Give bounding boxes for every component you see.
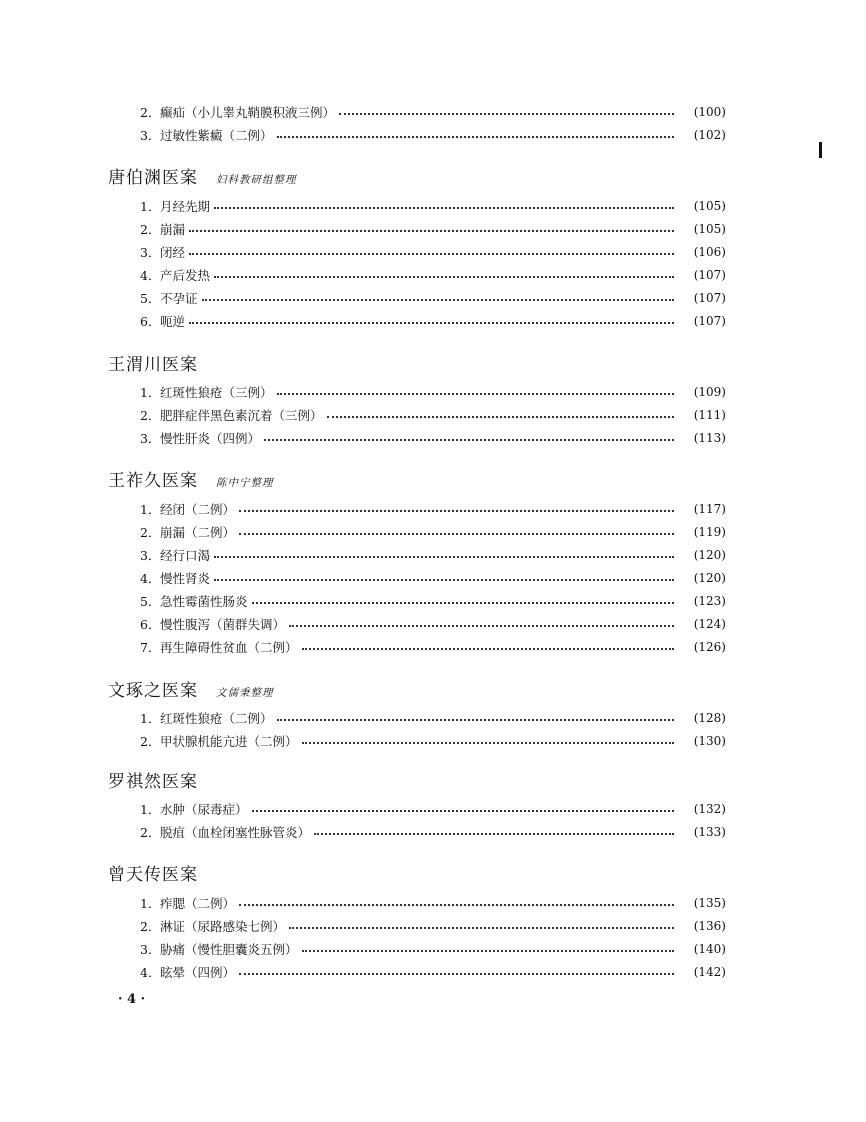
dot-leader bbox=[214, 276, 674, 278]
dot-leader bbox=[202, 299, 674, 301]
heading-editor: 文儒秉整理 bbox=[216, 687, 274, 699]
entry-title: 再生障碍性贫血（二例） bbox=[160, 640, 298, 655]
toc-entry bbox=[140, 799, 726, 819]
toc-entry bbox=[140, 731, 726, 751]
toc-entry bbox=[140, 591, 726, 611]
entry-title: 过敏性紫癜（二例） bbox=[160, 128, 273, 143]
entry-title: 红斑性狼疮（二例） bbox=[160, 711, 273, 726]
entry-number: 3． bbox=[140, 548, 161, 563]
entry-number: 3． bbox=[140, 128, 161, 143]
entry-page: (111) bbox=[693, 408, 726, 422]
heading-title: 文琢之医案 bbox=[108, 681, 198, 701]
entry-page: (100) bbox=[693, 105, 726, 119]
entry-title: 月经先期 bbox=[160, 199, 211, 214]
heading-title: 王渭川医案 bbox=[108, 355, 198, 375]
toc-entry bbox=[140, 288, 726, 308]
entry-page: (113) bbox=[693, 431, 726, 445]
entry-title: 淋证（尿路感染七例） bbox=[160, 919, 286, 934]
dot-leader bbox=[239, 510, 674, 512]
entry-number: 1． bbox=[140, 896, 161, 911]
heading-editor: 陈中宁整理 bbox=[216, 477, 274, 489]
toc-entry bbox=[140, 265, 726, 285]
entry-title: 经行口渴 bbox=[160, 548, 211, 563]
dot-leader bbox=[214, 207, 674, 209]
entry-number: 2． bbox=[140, 825, 161, 840]
heading-editor: 妇科教研组整理 bbox=[216, 174, 297, 186]
entry-page: (130) bbox=[693, 734, 726, 748]
entry-number: 3． bbox=[140, 245, 161, 260]
toc-entry bbox=[140, 893, 726, 913]
entry-title: 甲状腺机能亢进（二例） bbox=[160, 734, 298, 749]
entry-page: (119) bbox=[693, 525, 726, 539]
entry-title: 慢性腹泻（菌群失调） bbox=[160, 617, 286, 632]
dot-leader bbox=[214, 579, 674, 581]
section-heading bbox=[108, 163, 297, 187]
toc-entry bbox=[140, 405, 726, 425]
entry-page: (120) bbox=[693, 571, 726, 585]
entry-page: (133) bbox=[693, 825, 726, 839]
toc-entry bbox=[140, 822, 726, 842]
toc-entry bbox=[140, 568, 726, 588]
dot-leader bbox=[339, 113, 674, 115]
page-number: · 4 · bbox=[118, 992, 146, 1007]
dot-leader bbox=[214, 556, 674, 558]
entry-title: 慢性肝炎（四例） bbox=[160, 431, 261, 446]
heading-title: 罗祺然医案 bbox=[108, 772, 198, 792]
toc-entry bbox=[140, 545, 726, 565]
dot-leader bbox=[327, 416, 674, 418]
entry-title: 胁痛（慢性胆囊炎五例） bbox=[160, 942, 298, 957]
entry-page: (120) bbox=[693, 548, 726, 562]
entry-title: 产后发热 bbox=[160, 268, 211, 283]
toc-entry bbox=[140, 499, 726, 519]
entry-number: 2． bbox=[140, 222, 161, 237]
entry-title: 呃逆 bbox=[160, 314, 186, 329]
entry-number: 4． bbox=[140, 965, 161, 980]
dot-leader bbox=[239, 904, 674, 906]
entry-page: (126) bbox=[693, 640, 726, 654]
entry-number: 2． bbox=[140, 734, 161, 749]
dot-leader bbox=[277, 393, 674, 395]
dot-leader bbox=[277, 719, 674, 721]
section-heading bbox=[108, 350, 198, 374]
entry-page: (107) bbox=[693, 314, 726, 328]
toc-entry bbox=[140, 242, 726, 262]
toc-entry bbox=[140, 125, 726, 145]
dot-leader bbox=[302, 648, 674, 650]
entry-number: 4． bbox=[140, 571, 161, 586]
entry-title: 癫疝（小儿睾丸鞘膜积液三例） bbox=[160, 105, 336, 120]
dot-leader bbox=[264, 439, 674, 441]
entry-page: (105) bbox=[693, 199, 726, 213]
dot-leader bbox=[252, 602, 674, 604]
entry-number: 5． bbox=[140, 291, 161, 306]
section-heading bbox=[108, 860, 198, 884]
entry-page: (107) bbox=[693, 268, 726, 282]
entry-title: 经闭（二例） bbox=[160, 502, 236, 517]
toc-entry bbox=[140, 939, 726, 959]
dot-leader bbox=[189, 322, 674, 324]
entry-page: (140) bbox=[693, 942, 726, 956]
entry-title: 肥胖症伴黑色素沉着（三例） bbox=[160, 408, 323, 423]
toc-entry bbox=[140, 102, 726, 122]
entry-number: 2． bbox=[140, 105, 161, 120]
entry-number: 3． bbox=[140, 431, 161, 446]
entry-page: (136) bbox=[693, 919, 726, 933]
toc-entry bbox=[140, 196, 726, 216]
entry-title: 不孕证 bbox=[160, 291, 198, 306]
entry-page: (128) bbox=[693, 711, 726, 725]
toc-entry bbox=[140, 637, 726, 657]
toc-entry bbox=[140, 522, 726, 542]
entry-number: 5． bbox=[140, 594, 161, 609]
dot-leader bbox=[189, 253, 674, 255]
entry-title: 痄腮（二例） bbox=[160, 896, 236, 911]
toc-entry bbox=[140, 614, 726, 634]
dot-leader bbox=[252, 810, 674, 812]
dot-leader bbox=[289, 625, 674, 627]
scan-mark bbox=[819, 142, 822, 158]
toc-entry bbox=[140, 962, 726, 982]
section-heading bbox=[108, 466, 274, 490]
entry-number: 2． bbox=[140, 525, 161, 540]
entry-page: (117) bbox=[693, 502, 726, 516]
heading-title: 王祚久医案 bbox=[108, 471, 198, 491]
toc-entry bbox=[140, 219, 726, 239]
dot-leader bbox=[302, 950, 674, 952]
entry-number: 3． bbox=[140, 942, 161, 957]
dot-leader bbox=[239, 533, 674, 535]
toc-entry bbox=[140, 916, 726, 936]
entry-title: 崩漏 bbox=[160, 222, 186, 237]
dot-leader bbox=[277, 136, 674, 138]
entry-page: (107) bbox=[693, 291, 726, 305]
entry-title: 急性霉菌性肠炎 bbox=[160, 594, 248, 609]
entry-page: (135) bbox=[693, 896, 726, 910]
entry-number: 2． bbox=[140, 408, 161, 423]
entry-page: (132) bbox=[693, 802, 726, 816]
entry-number: 1． bbox=[140, 711, 161, 726]
entry-number: 1． bbox=[140, 385, 161, 400]
entry-page: (123) bbox=[693, 594, 726, 608]
entry-page: (105) bbox=[693, 222, 726, 236]
toc-entry bbox=[140, 311, 726, 331]
entry-number: 1． bbox=[140, 802, 161, 817]
entry-number: 6． bbox=[140, 314, 161, 329]
heading-title: 唐伯渊医案 bbox=[108, 168, 198, 188]
dot-leader bbox=[314, 833, 674, 835]
section-heading bbox=[108, 676, 274, 700]
dot-leader bbox=[189, 230, 674, 232]
entry-title: 崩漏（二例） bbox=[160, 525, 236, 540]
entry-number: 1． bbox=[140, 199, 161, 214]
entry-title: 水肿（尿毒症） bbox=[160, 802, 248, 817]
entry-number: 4． bbox=[140, 268, 161, 283]
entry-number: 2． bbox=[140, 919, 161, 934]
entry-title: 慢性肾炎 bbox=[160, 571, 211, 586]
entry-page: (142) bbox=[693, 965, 726, 979]
entry-title: 红斑性狼疮（三例） bbox=[160, 385, 273, 400]
dot-leader bbox=[302, 742, 674, 744]
toc-entry bbox=[140, 428, 726, 448]
entry-title: 脱疽（血栓闭塞性脉管炎） bbox=[160, 825, 311, 840]
entry-page: (102) bbox=[693, 128, 726, 142]
heading-title: 曾天传医案 bbox=[108, 865, 198, 885]
entry-title: 闭经 bbox=[160, 245, 186, 260]
section-heading bbox=[108, 767, 198, 791]
toc-entry bbox=[140, 708, 726, 728]
entry-number: 6． bbox=[140, 617, 161, 632]
dot-leader bbox=[239, 973, 674, 975]
entry-number: 7． bbox=[140, 640, 161, 655]
entry-page: (124) bbox=[693, 617, 726, 631]
entry-page: (106) bbox=[693, 245, 726, 259]
entry-page: (109) bbox=[693, 385, 726, 399]
dot-leader bbox=[289, 927, 674, 929]
entry-title: 眩晕（四例） bbox=[160, 965, 236, 980]
entry-number: 1． bbox=[140, 502, 161, 517]
toc-entry bbox=[140, 382, 726, 402]
